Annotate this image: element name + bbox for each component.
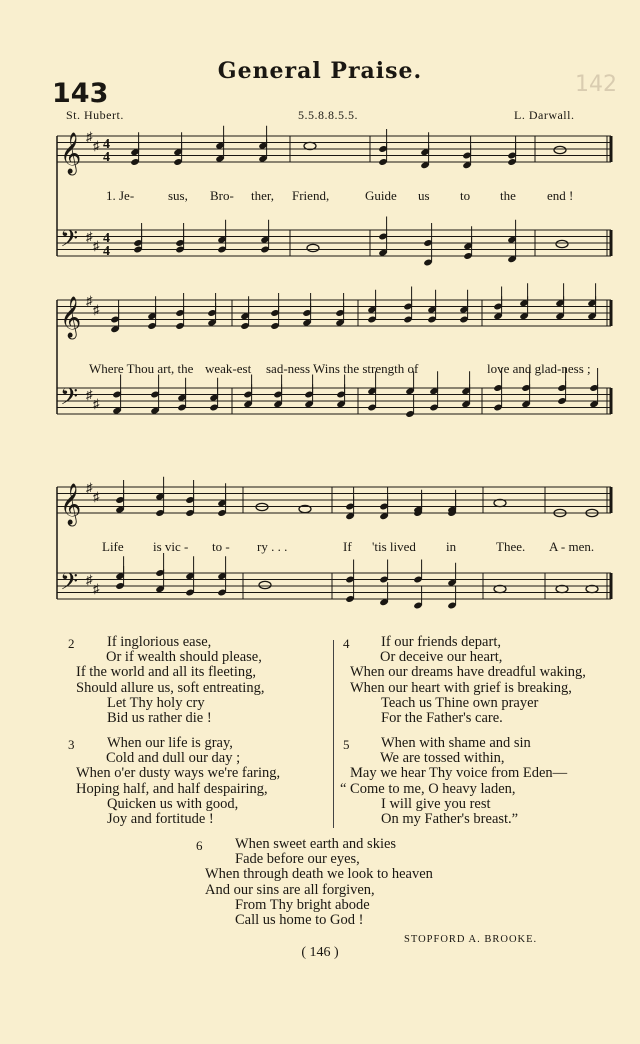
verse-line: When o'er dusty ways we're faring,	[76, 765, 281, 782]
verse-line: Cold and dull our day ;	[106, 750, 241, 767]
bass-clef-icon: 𝄢	[60, 567, 79, 601]
lyric-syllable: Where Thou art, the	[89, 361, 194, 376]
lyric-syllable: Friend,	[292, 188, 330, 203]
lyric-syllable: If	[343, 539, 352, 554]
time-signature: 4	[103, 231, 110, 246]
verse-line: “ Come to me, O heavy laden,	[340, 780, 516, 797]
sharp-icon: ♯	[93, 396, 100, 411]
lyric-syllable: Thee.	[496, 539, 526, 554]
hymn-number: 143	[52, 78, 109, 109]
treble-clef-icon: 𝄞	[60, 133, 82, 174]
hymn-title: General Praise.	[217, 58, 423, 84]
lyric-syllable: Bro-	[210, 188, 234, 203]
sharp-icon: ♯	[86, 129, 93, 144]
verse-line: When our life is gray,	[107, 735, 233, 751]
bass-clef-icon: 𝄢	[60, 382, 79, 416]
verse-line: Fade before our eyes,	[235, 851, 360, 868]
verse-line: I will give you rest	[381, 795, 491, 812]
sharp-icon: ♯	[93, 581, 100, 596]
verse-number: 5	[343, 737, 350, 752]
author-name: STOPFORD A. BROOKE.	[404, 934, 538, 945]
verse-line: Or if wealth should please,	[106, 649, 262, 666]
bleed-through-number: 142	[575, 72, 617, 97]
lyric-syllable: to -	[212, 539, 230, 554]
lyric-syllable: sad-ness Wins the strength of	[266, 361, 419, 376]
sharp-icon: ♯	[93, 302, 100, 317]
verse-line: Teach us Thine own prayer	[381, 694, 539, 711]
lyric-syllable: Guide	[365, 188, 397, 203]
verse-line: Should allure us, soft entreating,	[76, 679, 265, 696]
verse-line: If the world and all its fleeting,	[76, 664, 256, 681]
time-signature: 4	[103, 244, 110, 259]
lyric-syllable: is vic -	[153, 539, 189, 554]
lyric-syllable: 1. Je-	[106, 188, 135, 203]
verse-line: When with shame and sin	[381, 735, 531, 751]
sharp-icon: ♯	[86, 480, 93, 495]
verse-line: And our sins are all forgiven,	[205, 881, 375, 898]
verse-line: Joy and fortitude !	[107, 811, 214, 827]
verse-line: Quicken us with good,	[107, 795, 239, 812]
verse-line: If inglorious ease,	[107, 634, 212, 650]
lyric-syllable: A - men.	[549, 539, 595, 554]
verse-line: On my Father's breast.”	[381, 811, 519, 827]
lyric-syllable: Life	[102, 539, 124, 554]
verse-line: When our dreams have dreadful waking,	[350, 664, 586, 681]
verse-line: Let Thy holy cry	[107, 694, 205, 711]
lyric-syllable: ther,	[251, 188, 274, 203]
sharp-icon: ♯	[86, 572, 93, 587]
treble-clef-icon: 𝄞	[60, 297, 82, 338]
lyric-syllable: end !	[547, 188, 574, 203]
sharp-icon: ♯	[93, 238, 100, 253]
verse-line: For the Father's care.	[381, 710, 503, 726]
lyric-syllable: the	[500, 188, 516, 203]
lyric-syllable: in	[446, 539, 457, 554]
treble-clef-icon: 𝄞	[60, 484, 82, 525]
lyric-syllable: to	[460, 188, 471, 203]
verse-number: 6	[196, 838, 203, 853]
verse-line: From Thy bright abode	[235, 896, 370, 913]
whole-note	[307, 244, 319, 251]
verse-line: When through death we look to heaven	[205, 866, 433, 883]
sharp-icon: ♯	[93, 138, 100, 153]
sharp-icon: ♯	[86, 229, 93, 244]
verse-number: 2	[68, 636, 75, 651]
sharp-icon: ♯	[86, 387, 93, 402]
verse-line: When sweet earth and skies	[235, 836, 397, 852]
verse-number: 3	[68, 737, 75, 752]
lyric-syllable: ry . . .	[257, 539, 288, 554]
verse-line: Or deceive our heart,	[380, 649, 503, 666]
verse-line: We are tossed within,	[380, 750, 505, 767]
lyric-syllable: 'tis lived	[372, 539, 416, 554]
verse-line: When our heart with grief is breaking,	[350, 679, 572, 696]
sharp-icon: ♯	[93, 489, 100, 504]
lyric-syllable: weak-est	[205, 361, 252, 376]
page-number: ( 146 )	[301, 945, 339, 960]
verse-line: Hoping half, and half despairing,	[76, 780, 268, 797]
verse-line: May we hear Thy voice from Eden—	[350, 765, 568, 782]
tune-name: St. Hubert.	[66, 108, 124, 122]
whole-note	[556, 240, 568, 247]
column-divider	[333, 640, 334, 828]
composer-name: L. Darwall.	[514, 108, 575, 122]
time-signature: 4	[103, 150, 110, 165]
whole-note	[259, 581, 271, 588]
verse-line: Call us home to God !	[235, 912, 364, 928]
lyric-syllable: us	[418, 188, 430, 203]
whole-note	[554, 146, 566, 153]
sharp-icon: ♯	[86, 293, 93, 308]
time-signature: 4	[103, 137, 110, 152]
verse-line: Bid us rather die !	[107, 710, 212, 726]
verse-number: 4	[343, 636, 350, 651]
lyric-syllable: sus,	[168, 188, 188, 203]
lyric-syllable: love and glad-ness ;	[487, 361, 591, 376]
verse-line: If our friends depart,	[381, 634, 501, 650]
meter: 5.5.8.8.5.5.	[298, 108, 358, 122]
bass-clef-icon: 𝄢	[60, 224, 79, 258]
